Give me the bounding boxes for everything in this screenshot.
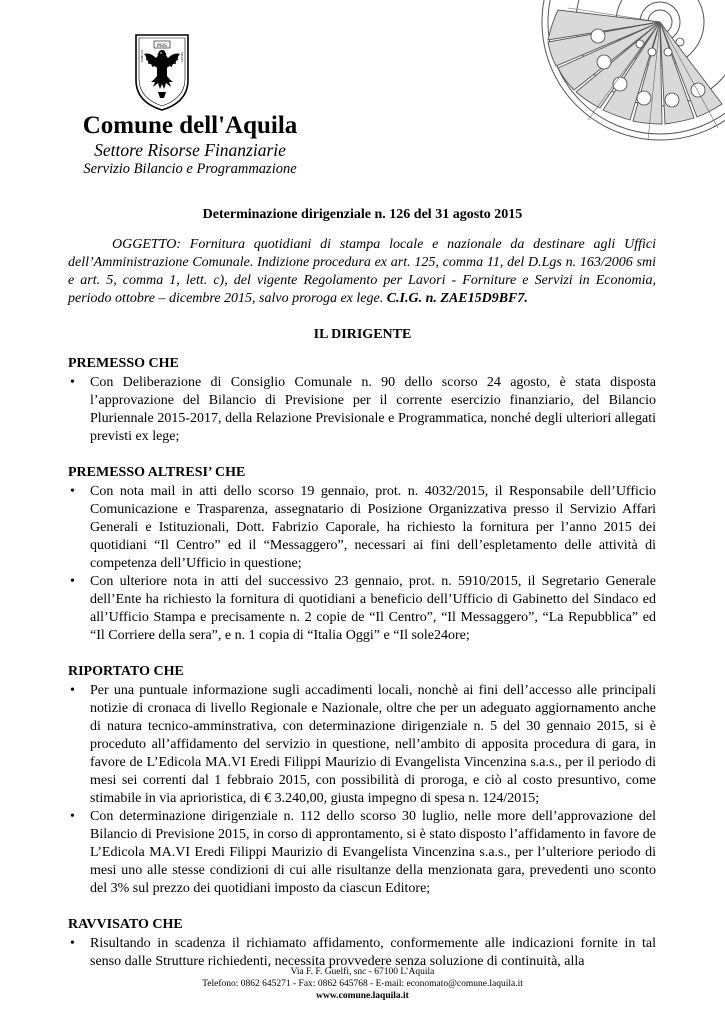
list-item: • Con Deliberazione di Consiglio Comunale n. 90 dello scorso 24 agosto, è stata disposta l’approvazione del Bilancio di Previsione per il corrente esercizio finanziario, del Bilancio Pluriennale 2015-2017, della Relazione Previsionale e Programmatica, nonché degli ulteriori allegati previsti ex lege; (70, 375, 656, 444)
subject-text: OGGETTO: Fornitura quotidiani di stampa locale e nazionale da destinare agli Uffici dell’Amministrazione Comunale. Indizione procedura ex art. 125, comma 11, del D.Lgs n. 163/2006 smi e art. 5, comma 1, lett. c), del vigente Regolamento per Lavori - Forniture e Servizi in Economia, periodo ottobre – dicembre 2015, salvo proroga ex lege. (68, 237, 656, 306)
document-body (68, 355, 656, 971)
footer-address: Via F. F. Guelfi, snc - 67100 L’Aquila (290, 967, 435, 977)
determination-title: Determinazione dirigenziale n. 126 del 31 agosto 2015 (202, 207, 523, 222)
section-heading-riportato: RIPORTATO CHE (68, 664, 184, 679)
organization-service: Servizio Bilancio e Programmazione (83, 161, 297, 177)
page-footer (0, 966, 725, 1002)
bullet-icon: • (70, 484, 75, 499)
section-list-premesso-altresi (68, 483, 656, 645)
list-item: • Per una puntuale informazione sugli accadimenti locali, nonchè ai fini dell’accesso alle principali notizie di cronaca di livello Regionale e Nazionale, oltre che per un adeguato aggiornamento anche di natura tecnico-amminstrativa, con determinazione dirigenziale n. 5 del 30 gennaio 2015, si è proceduto all’affidamento del servizio in questione, nell’ambito di apposita procedura di gara, in favore de L’Edicola MA.VI Eredi Filippi Maurizio di Evangelista Vincenzina s.a.s., per il periodo di mesi sei correnti dal 1 febbraio 2015, con possibilità di proroga, e ciò al costo presuntivo, come stimabile in via aprioristica, di € 3.240,00, giusta impegno di spesa n. 124/2015; (70, 683, 656, 806)
bullet-icon: • (70, 375, 75, 390)
list-item: • Con ulteriore nota in atti del successivo 23 gennaio, prot. n. 5910/2015, il Segretario Generale dell’Ente ha richiesto la fornitura di quotidiani a beneficio dell’Ufficio di Gabinetto del Sindaco ed all’Ufficio Stampa e precisamente n. 2 copie de “Il Centro”, “Il Messaggero”, “La Repubblica” ed “Il Corriere della sera”, e n. 1 copia di “Italia Oggi” e “Il sole24ore; (70, 574, 656, 643)
organization-title: Comune dell'Aquila (82, 112, 298, 139)
city-crest-logo (133, 32, 191, 112)
footer-website-link[interactable]: www.comune.laquila.it (316, 991, 409, 1001)
bullet-icon: • (70, 809, 75, 824)
organization-sector: Settore Risorse Finanziarie (94, 140, 286, 160)
bullet-icon: • (70, 574, 75, 589)
subject-paragraph (68, 236, 656, 308)
section-heading-ravvisato: RAVVISATO CHE (68, 917, 183, 932)
crest-motto-right: MANET (180, 52, 184, 63)
list-item: • Con determinazione dirigenziale n. 112 dello scorso 30 luglio, nelle more dell’approvazione del Bilancio di Previsione 2015, in corso di approntamento, si è stato disposto l’affidamento in favore de L’Edicola MA.VI Eredi Filippi Maurizio di Evangelista Vincenzina s.a.s., per l’ulteriore periodo di mesi uno alle stesse condizioni di cui alle risultanze della menzionata gara, prevedenti uno sconto del 3% sul prezzo dei quotidiani imposto da ciascun Editore; (70, 809, 656, 896)
bullet-icon: • (70, 936, 75, 951)
bullet-icon: • (70, 683, 75, 698)
crest-motto-left: IMMOTA (140, 49, 144, 62)
footer-contacts: Telefono: 0862 645271 - Fax: 0862 645768 - E-mail: economato@comune.laquila.it (202, 979, 523, 989)
rose-window-decoration (528, 0, 725, 148)
section-list-riportato (68, 682, 656, 898)
section-heading-premesso: PREMESSO CHE (68, 356, 179, 371)
list-item: • Con nota mail in atti dello scorso 19 gennaio, prot. n. 4032/2015, il Responsabile dell’Ufficio Comunicazione e Trasparenza, assegnatario di Posizione Organizzativa presso il Servizio Affari Generali e Istituzionali, Dott. Fabrizio Caporale, ha richiesto la fornitura per l’anno 2015 dei quotidiani “Il Centro” ed il “Messaggero”, necessari ai fini dell’espletamento delle attività di competenza dell’Ufficio in questione; (70, 484, 656, 571)
section-heading-premesso-altresi: PREMESSO ALTRESI’ CHE (68, 465, 246, 480)
crest-monogram: PHS (156, 43, 168, 49)
section-list-premesso (68, 374, 656, 446)
cig-code: C.I.G. n. ZAE15D9BF7. (386, 291, 528, 306)
dirigente-heading: IL DIRIGENTE (313, 327, 412, 342)
list-item: • Risultando in scadenza il richiamato affidamento, conformemente alle indicazioni fornite in tal senso dalle Strutture richiedenti, necessita provvedere senza soluzione di continuità, alla (70, 936, 656, 969)
